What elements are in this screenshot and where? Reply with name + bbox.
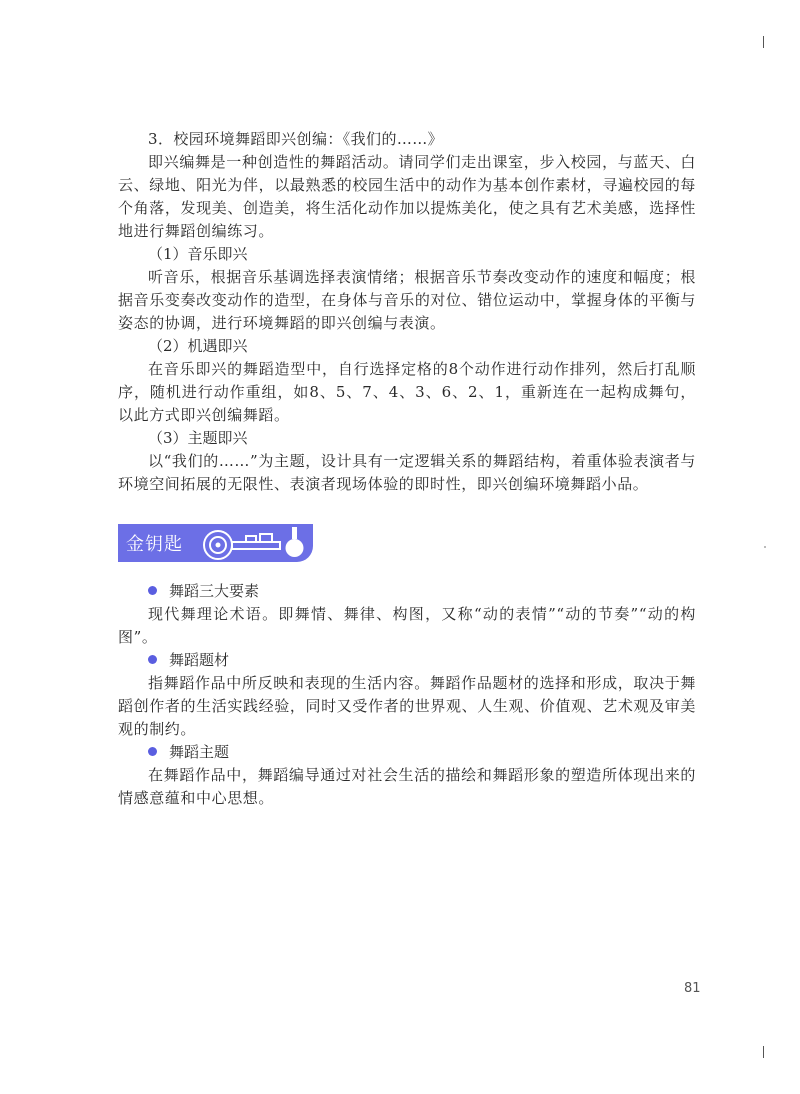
section-intro: 即兴编舞是一种创造性的舞蹈活动。请同学们走出课室，步入校园，与蓝天、白云、绿地、阳光为伴，以最熟悉的校园生活中的动作为基本创作素材，寻遍校园的每个角落，发现美、创造美，将生活化动作加以提炼美化，使之具有艺术美感，选择性地进行舞蹈创编练习。 xyxy=(118,153,696,240)
item-text-chance: 在音乐即兴的舞蹈造型中，自行选择定格的8个动作进行动作排列，然后打乱顺序，随机进行动作重组，如8、5、7、4、3、6、2、1，重新连在一起构成舞句，以此方式即兴创编舞蹈。 xyxy=(118,360,696,424)
item-title-chance: （2）机遇即兴 xyxy=(148,337,248,355)
term-row xyxy=(118,649,696,672)
margin-dot xyxy=(764,546,766,548)
golden-key-banner xyxy=(118,524,313,562)
bullet-icon xyxy=(148,655,157,664)
bullet-icon xyxy=(148,747,157,756)
section-heading: 3．校园环境舞蹈即兴创编：《我们的……》 xyxy=(148,130,444,148)
page-number: 81 xyxy=(684,981,701,996)
term-row xyxy=(118,580,696,603)
bullet-icon xyxy=(148,586,157,595)
item-text-music: 听音乐，根据音乐基调选择表演情绪；根据音乐节奏改变动作的速度和幅度；根据音乐变奏改变动作的造型，在身体与音乐的对位、错位运动中，掌握身体的平衡与姿态的协调，进行环境舞蹈的即兴创编与表演。 xyxy=(118,268,696,332)
crop-mark-bottom xyxy=(763,1046,764,1058)
term-definition: 在舞蹈作品中，舞蹈编导通过对社会生活的描绘和舞蹈形象的塑造所体现出来的情感意蕴和中心思想。 xyxy=(118,766,696,807)
item-text-theme: 以“我们的……”为主题，设计具有一定逻辑关系的舞蹈结构，着重体验表演者与环境空间拓展的无限性、表演者现场体验的即时性，即兴创编环境舞蹈小品。 xyxy=(118,452,696,493)
golden-key-terms xyxy=(118,580,696,810)
term-title: 舞蹈三大要素 xyxy=(169,582,260,600)
crop-mark-top xyxy=(763,36,764,48)
term-title: 舞蹈题材 xyxy=(169,651,230,669)
item-title-music: （1）音乐即兴 xyxy=(148,245,248,263)
term-row xyxy=(118,741,696,764)
activity-section xyxy=(118,128,696,496)
golden-key-title: 金钥匙 xyxy=(126,534,183,555)
key-icon xyxy=(196,526,308,560)
term-title: 舞蹈主题 xyxy=(169,743,230,761)
term-definition: 现代舞理论术语。即舞情、舞律、构图，又称“动的表情”“动的节奏”“动的构图”。 xyxy=(118,605,696,646)
item-title-theme: （3）主题即兴 xyxy=(148,429,248,447)
term-definition: 指舞蹈作品中所反映和表现的生活内容。舞蹈作品题材的选择和形成，取决于舞蹈创作者的生活实践经验，同时又受作者的世界观、人生观、价值观、艺术观及审美观的制约。 xyxy=(118,674,696,738)
